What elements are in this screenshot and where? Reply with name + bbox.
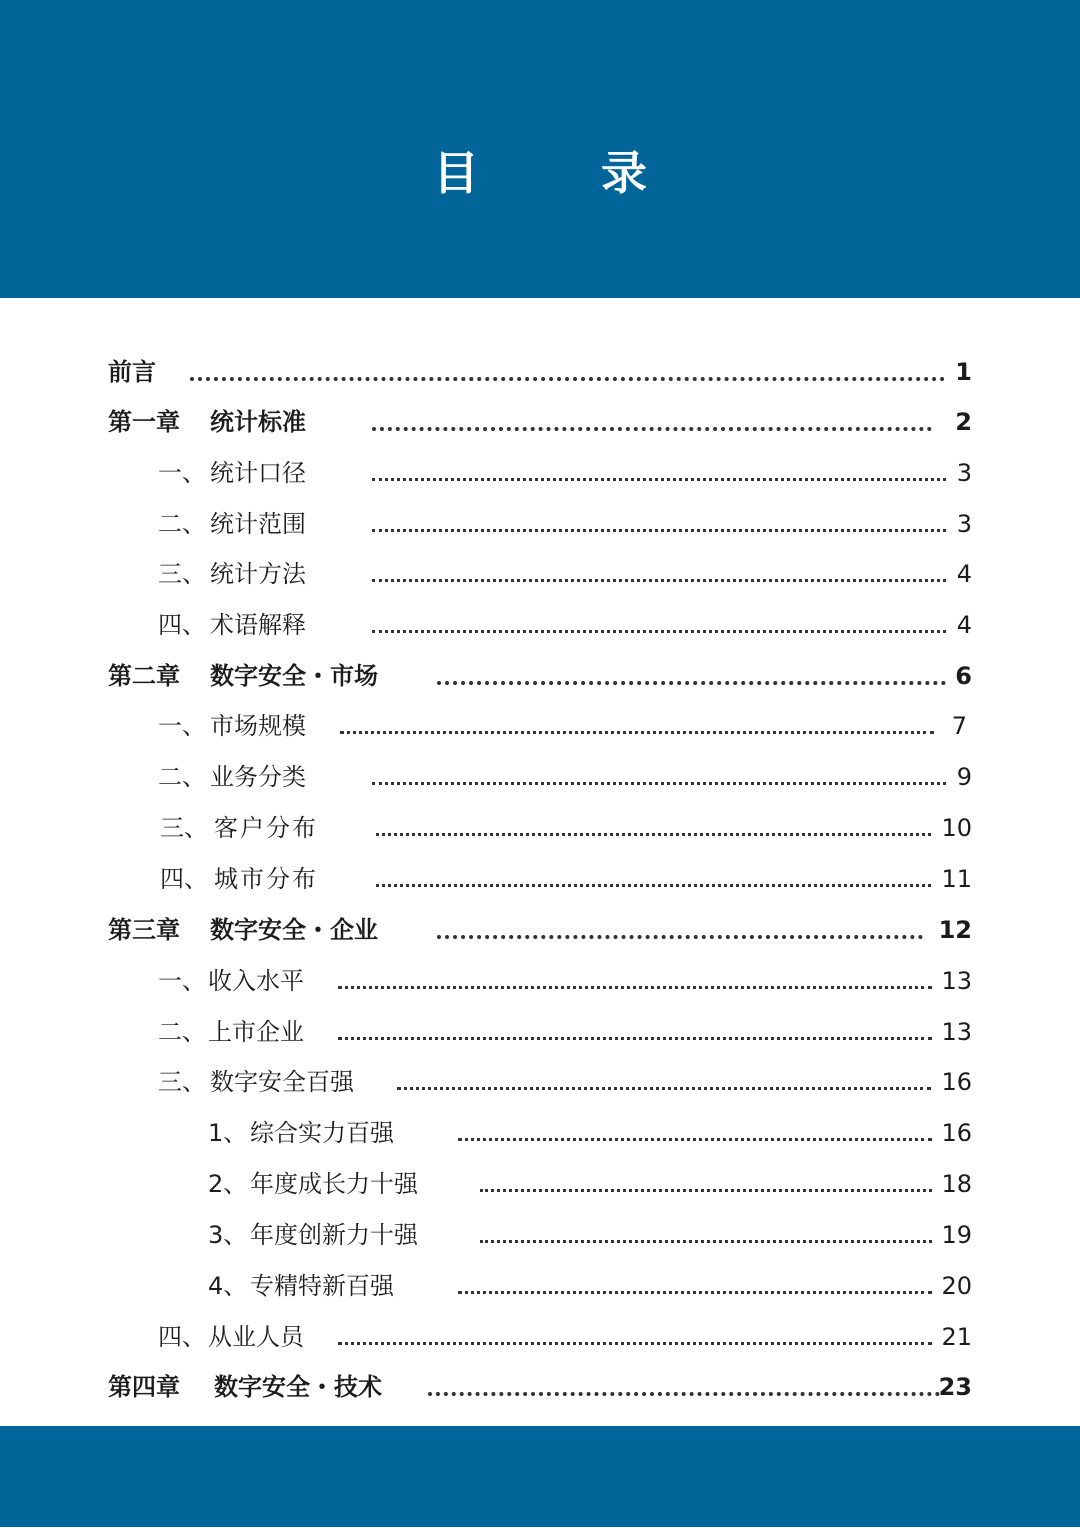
toc-entry-prefix: 四、: [160, 865, 208, 893]
toc-chapter-label: 第三章: [108, 916, 180, 944]
toc-chapter-label: 前言: [108, 358, 156, 386]
toc-entry-3-3-3[interactable]: [0, 1215, 1080, 1255]
toc-entry-prefix: 三、: [158, 1068, 206, 1096]
toc-entry-prefix: 四、: [158, 611, 206, 639]
toc-leader-dots: [376, 833, 931, 836]
toc-leader-dots: [338, 1342, 932, 1345]
toc-page-number: 16: [941, 1119, 972, 1147]
toc-entry-prefix: 一、: [158, 459, 206, 487]
toc-leader-dots: [372, 782, 946, 785]
toc-entry-title: 统计方法: [210, 560, 306, 588]
toc-entry-title: 上市企业: [208, 1018, 304, 1046]
toc-entry-prefix: 一、: [158, 967, 206, 995]
toc-entry-title: 统计范围: [210, 510, 306, 538]
toc-page-number: 7: [951, 712, 967, 740]
toc-entry-prefix: 3、: [208, 1221, 248, 1249]
toc-page-number: 4: [956, 611, 972, 639]
toc-leader-dots: [372, 478, 946, 481]
toc-entry-title: 从业人员: [208, 1323, 304, 1351]
toc-entry-prefix: 2、: [208, 1170, 248, 1198]
toc-entry-3-4[interactable]: [0, 1317, 1080, 1357]
toc-entry-2-1[interactable]: [0, 706, 1080, 746]
toc-leader-dots: [428, 1392, 940, 1396]
toc-entry-1-2[interactable]: [0, 504, 1080, 544]
toc-entry-3-3-4[interactable]: [0, 1266, 1080, 1306]
toc-entry-title: 综合实力百强: [250, 1119, 394, 1147]
toc-page-number: 16: [941, 1068, 972, 1096]
toc-leader-dots: [437, 681, 946, 685]
toc-leader-dots: [458, 1291, 932, 1294]
toc-leader-dots: [480, 1240, 932, 1243]
toc-page-number: 20: [941, 1272, 972, 1300]
toc-entry-title: 年度创新力十强: [250, 1221, 418, 1249]
toc-entry-1-4[interactable]: [0, 605, 1080, 645]
toc-entry-prefix: 二、: [158, 1018, 206, 1046]
footer-band: [0, 1426, 1080, 1527]
toc-entry-2-3[interactable]: [0, 808, 1080, 848]
toc-entry-3-2[interactable]: [0, 1012, 1080, 1052]
toc-entry-chapter-4[interactable]: [0, 1367, 1080, 1407]
toc-chapter-label: 第一章: [108, 408, 180, 436]
toc-page-number: 1: [955, 358, 972, 386]
toc-page-number: 12: [938, 916, 972, 944]
toc-page-number: 11: [941, 865, 972, 893]
toc-page-number: 19: [941, 1221, 972, 1249]
toc-entry-preface[interactable]: [0, 352, 1080, 392]
page-title: 目 录: [433, 146, 685, 200]
toc-entry-title: 年度成长力十强: [250, 1170, 418, 1198]
toc-leader-dots: [372, 529, 946, 532]
toc-entry-title: 业务分类: [210, 763, 306, 791]
toc-entry-title: 统计口径: [210, 459, 306, 487]
toc-page-number: 13: [941, 967, 972, 995]
toc-leader-dots: [372, 630, 946, 633]
toc-page-number: 9: [956, 763, 972, 791]
toc-leader-dots: [190, 377, 945, 381]
toc-entry-prefix: 三、: [158, 560, 206, 588]
toc-entry-title: 统计标准: [210, 408, 306, 436]
toc-entry-title: 数字安全百强: [210, 1068, 354, 1096]
toc-page-number: 4: [956, 560, 972, 588]
toc-leader-dots: [338, 1037, 932, 1040]
toc-chapter-label: 第四章: [108, 1373, 180, 1401]
toc-entry-1-3[interactable]: [0, 554, 1080, 594]
toc-entry-title: 城市分布: [214, 865, 318, 893]
toc-page-number: 18: [941, 1170, 972, 1198]
toc-page-number: 21: [941, 1323, 972, 1351]
toc-entry-title: 数字安全・企业: [210, 916, 378, 944]
toc-entry-chapter-2[interactable]: [0, 656, 1080, 696]
toc-entry-3-3[interactable]: [0, 1062, 1080, 1102]
toc-entry-prefix: 一、: [158, 712, 206, 740]
toc-leader-dots: [458, 1138, 932, 1141]
toc-page-number: 23: [938, 1373, 972, 1401]
toc-entry-prefix: 1、: [208, 1119, 248, 1147]
toc-page-number: 3: [956, 459, 972, 487]
toc-page-number: 10: [941, 814, 972, 842]
toc-page-number: 6: [955, 662, 972, 690]
toc-entry-title: 客户分布: [214, 814, 318, 842]
toc-page-number: 13: [941, 1018, 972, 1046]
toc-entry-3-3-2[interactable]: [0, 1164, 1080, 1204]
toc-entry-1-1[interactable]: [0, 453, 1080, 493]
toc-page-number: 3: [956, 510, 972, 538]
toc-leader-dots: [338, 986, 932, 989]
toc-chapter-label: 第二章: [108, 662, 180, 690]
toc-leader-dots: [397, 1087, 931, 1090]
toc-leader-dots: [376, 884, 931, 887]
toc-leader-dots: [437, 935, 923, 939]
toc-entry-3-1[interactable]: [0, 961, 1080, 1001]
toc-entry-title: 数字安全・技术: [214, 1373, 382, 1401]
toc-leader-dots: [340, 731, 934, 734]
toc-entry-2-4[interactable]: [0, 859, 1080, 899]
toc-entry-title: 收入水平: [208, 967, 304, 995]
toc-leader-dots: [480, 1189, 932, 1192]
toc-entry-chapter-1[interactable]: [0, 402, 1080, 442]
toc-entry-prefix: 二、: [158, 510, 206, 538]
toc-entry-chapter-3[interactable]: [0, 910, 1080, 950]
toc-entry-2-2[interactable]: [0, 757, 1080, 797]
toc-entry-3-3-1[interactable]: [0, 1113, 1080, 1153]
toc-leader-dots: [372, 579, 946, 582]
toc-entry-prefix: 二、: [158, 763, 206, 791]
toc-entry-prefix: 三、: [160, 814, 208, 842]
toc-leader-dots: [372, 427, 932, 431]
toc-entry-prefix: 四、: [158, 1323, 206, 1351]
toc-entry-prefix: 4、: [208, 1272, 248, 1300]
toc-entry-title: 术语解释: [210, 611, 306, 639]
toc-page-number: 2: [955, 408, 972, 436]
toc-entry-title: 数字安全・市场: [210, 662, 378, 690]
toc-entry-title: 市场规模: [210, 712, 306, 740]
toc-entry-title: 专精特新百强: [250, 1272, 394, 1300]
